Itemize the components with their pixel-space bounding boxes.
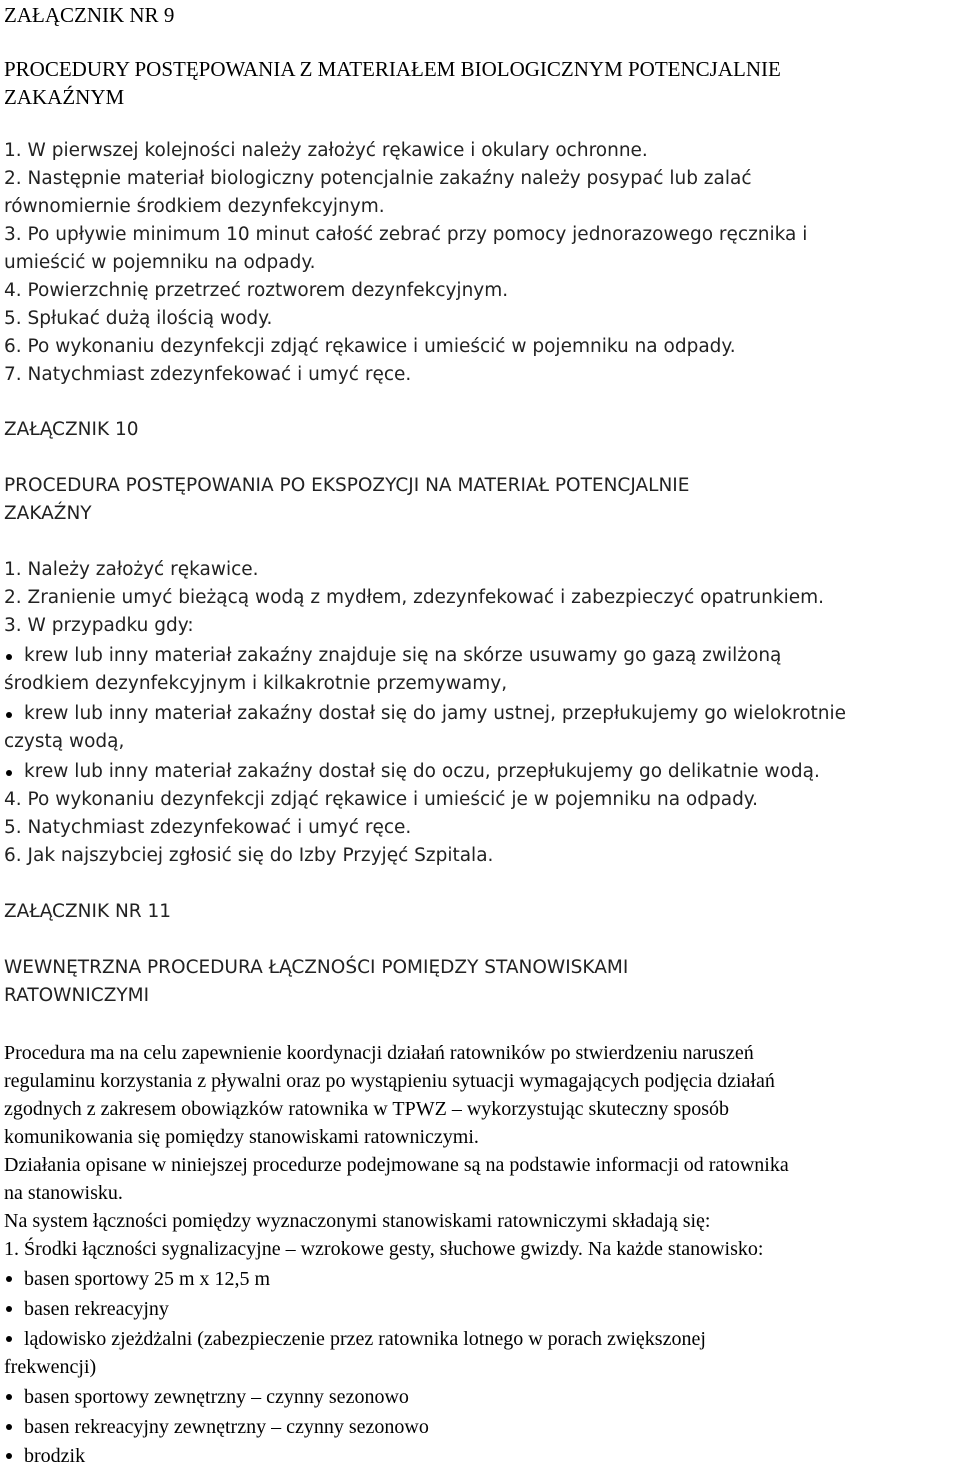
attachment-11-bullet-item: basen sportowy 25 m x 12,5 m	[4, 1269, 270, 1289]
attachment-11-title-line-2: RATOWNICZYMI	[4, 985, 150, 1006]
attachment-10-line: czystą wodą,	[4, 731, 125, 752]
attachment-10-line: 5. Natychmiast zdezynfekować i umyć ręce.	[4, 817, 412, 838]
attachment-10-label: ZAŁĄCZNIK 10	[4, 419, 139, 440]
attachment-9-line: 3. Po upływie minimum 10 minut całość zebrać przy pomocy jednorazowego ręcznika i	[4, 224, 808, 245]
attachment-10-line: 1. Należy założyć rękawice.	[4, 559, 259, 580]
attachment-11-bullet-item: basen sportowy zewnętrzny – czynny sezonowo	[4, 1387, 409, 1407]
attachment-11-title-line-1: WEWNĘTRZNA PROCEDURA ŁĄCZNOŚCI POMIĘDZY STANOWISKAMI	[4, 957, 629, 978]
attachment-11-line: zgodnych z zakresem obowiązków ratownika w TPWZ – wykorzystując skuteczny sposób	[4, 1098, 729, 1120]
attachment-10-bullet-item: krew lub inny materiał zakaźny dostał się do jamy ustnej, przepłukujemy go wielokrotnie	[4, 705, 846, 724]
attachment-9-line: 1. W pierwszej kolejności należy założyć rękawice i okulary ochronne.	[4, 140, 648, 161]
attachment-11-bullet-item: basen rekreacyjny	[4, 1299, 169, 1319]
attachment-10-line: środkiem dezynfekcyjnym i kilkakrotnie przemywamy,	[4, 673, 508, 694]
attachment-11-line: Na system łączności pomiędzy wyznaczonymi stanowiskami ratowniczymi składają się:	[4, 1210, 711, 1232]
attachment-10-line: 6. Jak najszybciej zgłosić się do Izby Przyjęć Szpitala.	[4, 845, 494, 866]
attachment-9-line: równomiernie środkiem dezynfekcyjnym.	[4, 196, 385, 217]
attachment-11-bullet-item: basen rekreacyjny zewnętrzny – czynny sezonowo	[4, 1417, 429, 1437]
attachment-11-bullet-item: brodzik	[4, 1446, 85, 1466]
attachment-11-line: 1. Środki łączności sygnalizacyjne – wzrokowe gesty, słuchowe gwizdy. Na każde stanowisko:	[4, 1238, 764, 1260]
attachment-11-bullet-item: lądowisko zjeżdżalni (zabezpieczenie przez ratownika lotnego w porach zwiększonej	[4, 1329, 706, 1349]
attachment-11-line: Działania opisane w niniejszej procedurze podejmowane są na podstawie informacji od ratownika	[4, 1154, 789, 1176]
attachment-9-line: 7. Natychmiast zdezynfekować i umyć ręce.	[4, 364, 412, 385]
attachment-10-bullet-item: krew lub inny materiał zakaźny dostał się do oczu, przepłukujemy go delikatnie wodą.	[4, 763, 820, 782]
attachment-9-line: 2. Następnie materiał biologiczny potencjalnie zakaźny należy posypać lub zalać	[4, 168, 752, 189]
attachment-11-label: ZAŁĄCZNIK NR 11	[4, 901, 172, 922]
attachment-10-line: 2. Zranienie umyć bieżącą wodą z mydłem, zdezynfekować i zabezpieczyć opatrunkiem.	[4, 587, 825, 608]
attachment-10-bullet-item: krew lub inny materiał zakaźny znajduje się na skórze usuwamy go gazą zwilżoną	[4, 647, 781, 666]
attachment-9-title-line-2: ZAKAŹNYM	[4, 85, 125, 109]
attachment-9-label: ZAŁĄCZNIK NR 9	[4, 3, 175, 27]
attachment-11-line: Procedura ma na celu zapewnienie koordynacji działań ratowników po stwierdzeniu naruszeń	[4, 1042, 754, 1064]
attachment-11-line: na stanowisku.	[4, 1182, 123, 1204]
attachment-10-title-line-2: ZAKAŹNY	[4, 503, 92, 524]
attachment-9-title-line-1: PROCEDURY POSTĘPOWANIA Z MATERIAŁEM BIOLOGICZNYM POTENCJALNIE	[4, 57, 781, 81]
attachment-9-line: 5. Spłukać dużą ilością wody.	[4, 308, 273, 329]
attachment-9-line: 6. Po wykonaniu dezynfekcji zdjąć rękawice i umieścić w pojemniku na odpady.	[4, 336, 736, 357]
attachment-11-line: komunikowania się pomiędzy stanowiskami ratowniczymi.	[4, 1126, 479, 1148]
attachment-10-line: 4. Po wykonaniu dezynfekcji zdjąć rękawice i umieścić je w pojemniku na odpady.	[4, 789, 759, 810]
attachment-9-line: umieścić w pojemniku na odpady.	[4, 252, 316, 273]
attachment-10-title-line-1: PROCEDURA POSTĘPOWANIA PO EKSPOZYCJI NA MATERIAŁ POTENCJALNIE	[4, 475, 690, 496]
attachment-10-line: 3. W przypadku gdy:	[4, 615, 194, 636]
attachment-9-line: 4. Powierzchnię przetrzeć roztworem dezynfekcyjnym.	[4, 280, 509, 301]
attachment-11-line: frekwencji)	[4, 1356, 97, 1378]
attachment-11-line: regulaminu korzystania z pływalni oraz po wystąpieniu sytuacji wymagających podjęcia działań	[4, 1070, 775, 1092]
